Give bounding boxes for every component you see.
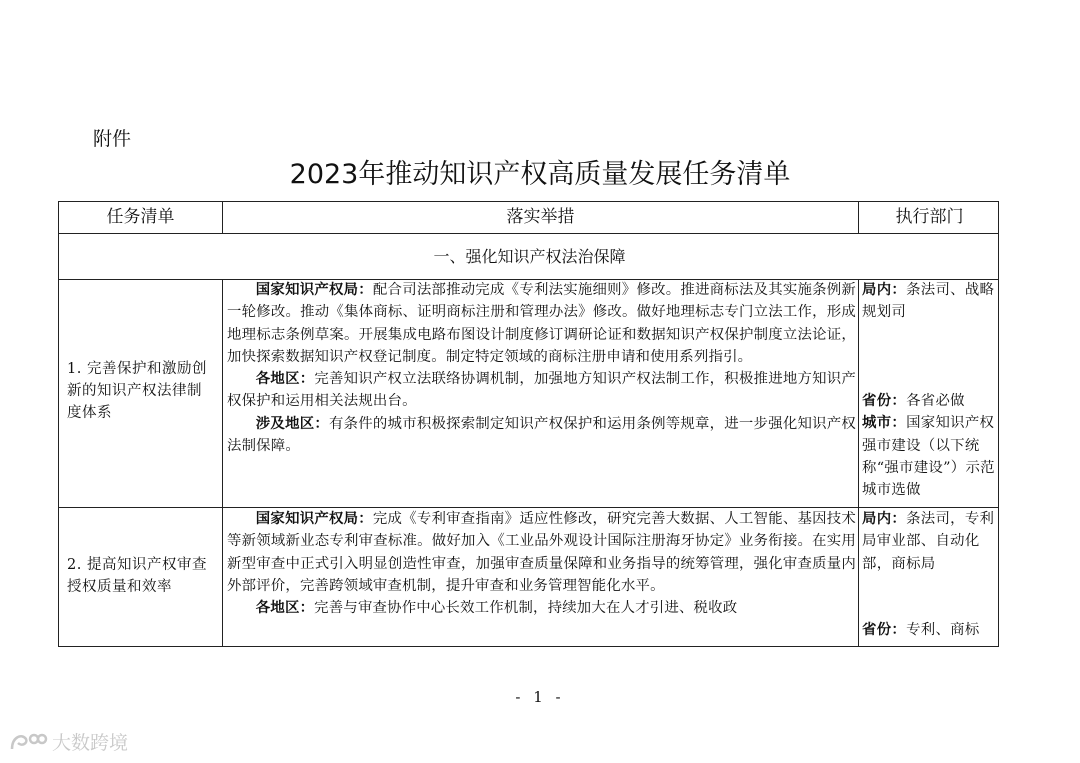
measure-item [227,597,856,619]
measure-label: 各地区： [255,371,315,388]
department-text: 国家知识产权强市建设（以下统称“强市建设”）示范城市选做 [862,415,995,499]
watermark-logo-icon [8,729,48,755]
department-label: 省份： [862,393,907,409]
department-text: 条法司，专利局审业部、自动化部，商标局 [862,511,995,572]
department-item [862,508,999,619]
header-department: 执行部门 [895,207,964,227]
watermark [8,728,128,755]
department-label: 局内： [862,511,907,527]
task-table [58,201,999,647]
department-item [862,412,999,501]
department-cell [859,279,999,507]
measure-label: 国家知识产权局： [255,511,373,527]
task-cell: 2. 提高知识产权审查授权质量和效率 [67,557,207,595]
measure-text: 完善知识产权立法联络协调机制，加强地方知识产权法制工作，积极推进地方知识产权保护和运用相关法规出台。 [227,371,856,410]
department-text: 各省必做 [906,393,965,409]
watermark-text: 大数跨境 [52,732,129,754]
measure-label: 各地区： [255,600,315,617]
department-text: 专利、商标 [906,622,980,638]
department-text: 条法司、战略规划司 [862,282,995,321]
department-label: 城市： [862,415,907,432]
section-title: 一、强化知识产权法治保障 [433,247,626,266]
measure-label: 涉及地区： [255,415,329,432]
department-item [862,279,999,390]
page-number: - 1 - [515,688,565,706]
department-label: 局内： [862,282,907,298]
task-cell: 1. 完善保护和激励创新的知识产权法律制度体系 [67,361,207,421]
measure-text: 完善与审查协作中心长效工作机制，持续加大在人才引进、税收政 [314,600,738,617]
header-task: 任务清单 [106,207,175,227]
department-cell [859,508,999,647]
department-item [862,390,999,412]
measure-text: 有条件的城市积极探索制定知识产权保护和运用条例等规章，进一步强化知识产权法制保障。 [227,415,856,455]
measure-item [227,413,856,458]
measure-item [227,508,856,597]
header-measures: 落实举措 [506,207,575,227]
measure-item [227,368,856,413]
document-title: 2023年推动知识产权高质量发展任务清单 [289,159,791,190]
department-item [862,619,999,641]
measures-cell [223,279,858,507]
measure-text: 完成《专利审查指南》适应性修改，研究完善大数据、人工智能、基因技术等新领域新业态专利审查标准。做好加入《工业品外观设计国际注册海牙协定》业务衔接。在实用新型审查中正式引入明显创造性审查，加强审查质量保障和业务指导的统筹管理，强化审查质量内外部评价，完善跨领域审查机制，提升审查和业务管理智能化水平。 [227,511,856,594]
annex-label: 附件 [93,128,132,150]
measure-item [227,279,856,368]
department-label: 省份： [862,622,907,638]
measures-cell [223,508,858,647]
measure-label: 国家知识产权局： [255,282,373,298]
measure-text: 配合司法部推动完成《专利法实施细则》修改。推进商标法及其实施条例新一轮修改。推动《集体商标、证明商标注册和管理办法》修改。做好地理标志专门立法工作，形成地理标志条例草案。开展集成电路布图设计制度修订调研论证和数据知识产权保护制度立法论证，加快探索数据知识产权登记制度。制定特定领域的商标注册申请和使用系列指引。 [227,282,856,365]
